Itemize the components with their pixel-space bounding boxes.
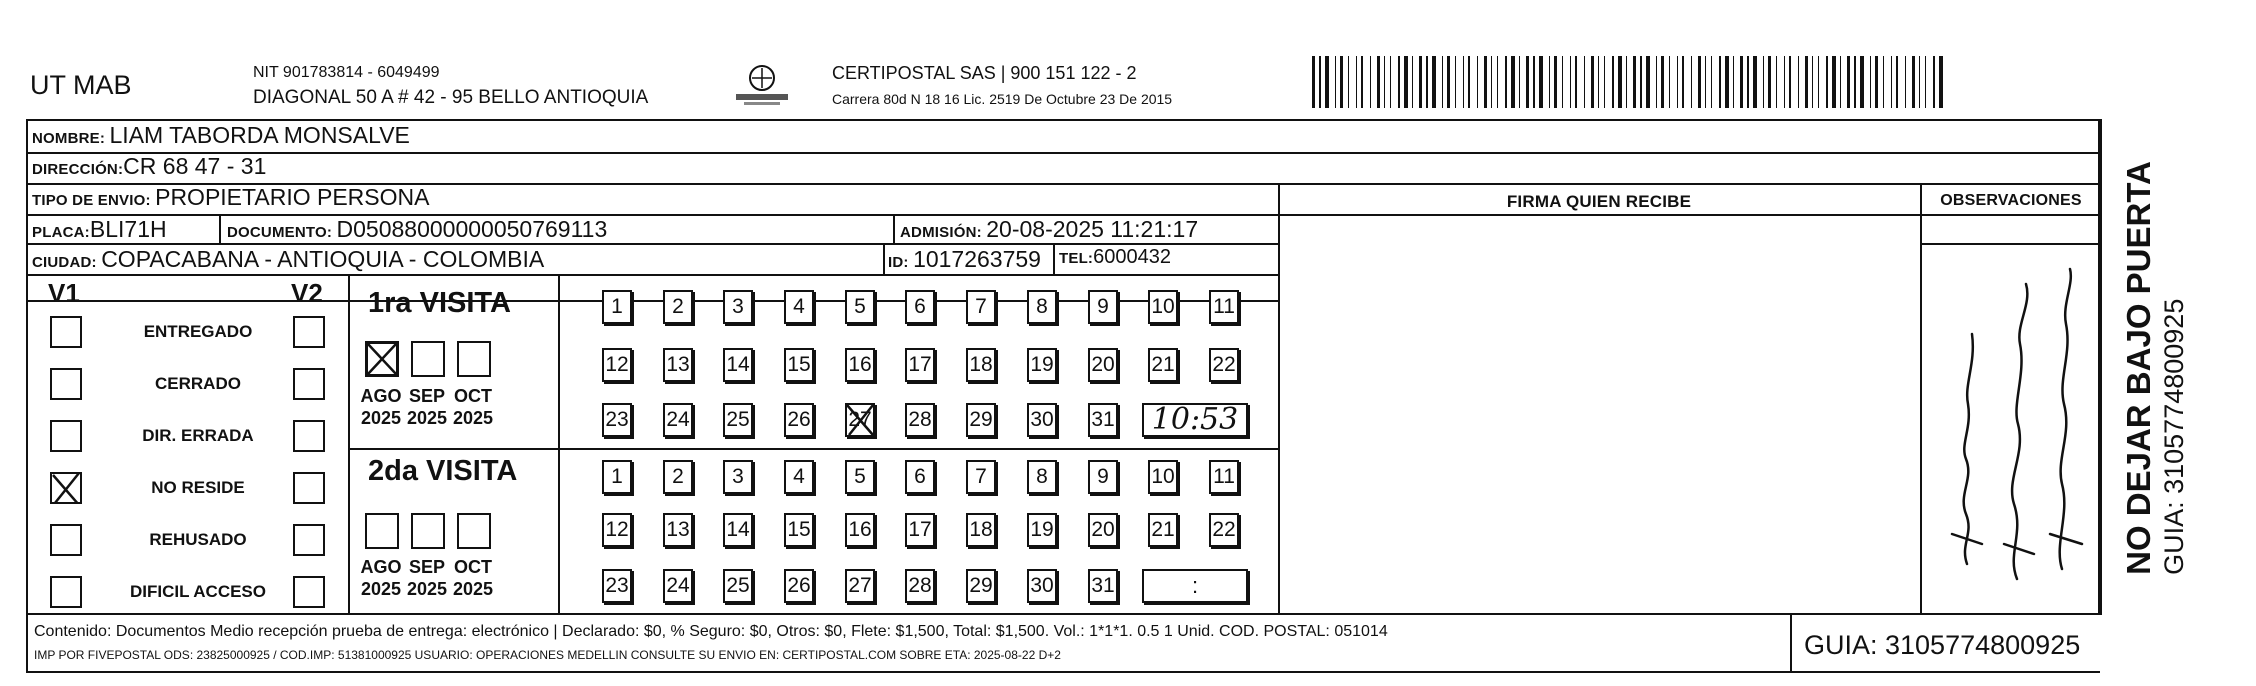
- barcode-bar: [1847, 56, 1850, 108]
- day-box[interactable]: 16: [845, 513, 875, 547]
- barcode-bar: [1533, 56, 1535, 108]
- visit1-title: 1ra VISITA: [368, 287, 511, 319]
- barcode-bar: [1447, 56, 1450, 108]
- day-box[interactable]: 18: [966, 348, 996, 382]
- barcode-bar: [1763, 56, 1764, 108]
- barcode: [1312, 56, 1948, 108]
- month-label: SEP: [408, 386, 446, 406]
- day-box[interactable]: 31: [1088, 403, 1118, 437]
- day-box[interactable]: 21: [1148, 513, 1178, 547]
- barcode-bar: [1463, 56, 1464, 108]
- barcode-bar: [1812, 56, 1813, 108]
- barcode-bar: [1805, 56, 1808, 108]
- barcode-bar: [1656, 56, 1657, 108]
- barcode-bar: [1412, 56, 1413, 108]
- barcode-bar: [1598, 56, 1599, 108]
- footer-contenido: Contenido: Documentos Medio recepción prueba de entrega: electrónico | Declarado: $0, % Seguro: $0, Otros: $0, Flete: $1,500, Total: $1,500. Vol.: 1*1*1. 0.5 1 Unid. COD. POSTAL: 051014: [34, 623, 1388, 640]
- day-box[interactable]: 11: [1209, 460, 1239, 494]
- day-box[interactable]: 27: [845, 569, 875, 603]
- day-box[interactable]: 18: [966, 513, 996, 547]
- day-box[interactable]: 24: [663, 569, 693, 603]
- nombre-value: LIAM TABORDA MONSALVE: [109, 122, 410, 148]
- carrier-name: CERTIPOSTAL SAS | 900 151 122 - 2: [832, 63, 1137, 83]
- barcode-bar: [1570, 56, 1571, 108]
- day-box[interactable]: 8: [1027, 460, 1057, 494]
- month-label: SEP: [408, 557, 446, 577]
- barcode-bar: [1677, 56, 1678, 108]
- barcode-bar: [1818, 56, 1819, 108]
- documento-value: D05088000000050769113: [336, 216, 608, 242]
- barcode-bar: [1939, 56, 1943, 108]
- day-box[interactable]: 12: [602, 513, 632, 547]
- company-nit: NIT 901783814 - 6049499: [253, 64, 440, 81]
- status-label: DIR. ERRADA: [142, 426, 254, 445]
- placa-value: BLI71H: [89, 216, 167, 242]
- nombre-label: NOMBRE:: [32, 130, 106, 147]
- barcode-bar: [1840, 56, 1841, 108]
- carrier-logo: [730, 58, 794, 108]
- month-label: AGO: [360, 557, 402, 577]
- day-box[interactable]: 3: [723, 460, 753, 494]
- day-box[interactable]: 1: [602, 460, 632, 494]
- barcode-bar: [1711, 56, 1712, 108]
- barcode-bar: [1705, 56, 1706, 108]
- barcode-bar: [1584, 56, 1585, 108]
- barcode-bar: [1468, 56, 1470, 108]
- barcode-bar: [1776, 56, 1777, 108]
- placa-label: PLACA:: [32, 224, 90, 241]
- barcode-bar: [1335, 56, 1336, 108]
- barcode-bar: [1753, 56, 1757, 108]
- day-box[interactable]: 2: [663, 460, 693, 494]
- day-box[interactable]: 21: [1148, 348, 1178, 382]
- barcode-bar: [1925, 56, 1926, 108]
- month-checkbox[interactable]: [365, 341, 399, 377]
- barcode-bar: [1747, 56, 1749, 108]
- day-box[interactable]: 23: [602, 403, 632, 437]
- barcode-bar: [1875, 56, 1878, 108]
- barcode-bar: [1562, 56, 1563, 108]
- day-box[interactable]: 28: [905, 569, 935, 603]
- company-name: UT MAB: [30, 70, 132, 100]
- day-box[interactable]: 6: [905, 460, 935, 494]
- day-box[interactable]: 30: [1027, 569, 1057, 603]
- day-box[interactable]: 15: [784, 513, 814, 547]
- barcode-bar: [1604, 56, 1605, 108]
- day-box[interactable]: 3: [723, 290, 753, 324]
- barcode-bar: [1933, 56, 1935, 108]
- obs-line-1: Dos cono ciolo: [1982, 566, 1983, 574]
- barcode-bar: [1419, 56, 1422, 108]
- barcode-bar: [1719, 56, 1721, 108]
- v1-checkbox[interactable]: [50, 472, 82, 504]
- status-label: CERRADO: [155, 374, 241, 393]
- status-label: NO RESIDE: [151, 478, 245, 497]
- day-box[interactable]: 14: [723, 513, 753, 547]
- day-box[interactable]: 4: [784, 290, 814, 324]
- barcode-bar: [1312, 56, 1315, 108]
- barcode-bar: [1740, 56, 1743, 108]
- month-label: OCT: [454, 386, 492, 406]
- month-year: 2025: [406, 579, 448, 599]
- barcode-bar: [1505, 56, 1507, 108]
- barcode-bar: [1661, 56, 1664, 108]
- barcode-bar: [1511, 56, 1515, 108]
- company-address: DIAGONAL 50 A # 42 - 95 BELLO ANTIOQUIA: [253, 87, 649, 108]
- barcode-bar: [1860, 56, 1864, 108]
- v1-label: V1: [48, 278, 80, 308]
- month-checkbox[interactable]: [457, 341, 491, 377]
- day-box[interactable]: 16: [845, 348, 875, 382]
- barcode-bar: [1698, 56, 1701, 108]
- v2-label: V2: [291, 278, 323, 308]
- v1-checkbox[interactable]: [50, 576, 82, 608]
- day-box[interactable]: 29: [966, 569, 996, 603]
- barcode-bar: [1691, 56, 1692, 108]
- admision-value: 20-08-2025 11:21:17: [986, 216, 1199, 242]
- admision-label: ADMISIÓN:: [900, 224, 982, 241]
- barcode-bar: [1519, 56, 1520, 108]
- day-box[interactable]: 9: [1088, 290, 1118, 324]
- day-box[interactable]: 9: [1088, 460, 1118, 494]
- barcode-bar: [1404, 56, 1408, 108]
- v1-checkbox[interactable]: [50, 368, 82, 400]
- barcode-bar: [1361, 56, 1363, 108]
- month-checkbox[interactable]: [457, 513, 491, 549]
- day-box[interactable]: 1: [602, 290, 632, 324]
- month-year: 2025: [452, 579, 494, 599]
- direccion-value: CR 68 47 - 31: [123, 153, 267, 179]
- day-box[interactable]: 27: [845, 403, 875, 437]
- barcode-bar: [1854, 56, 1856, 108]
- barcode-bar: [1725, 56, 1729, 108]
- v1-checkbox[interactable]: [50, 420, 82, 452]
- id-label: ID:: [888, 254, 909, 271]
- month-checkbox[interactable]: [411, 341, 445, 377]
- footer-guia: GUIA: 3105774800925: [1804, 630, 2081, 660]
- day-box[interactable]: 25: [723, 403, 753, 437]
- month-checkbox[interactable]: [411, 513, 445, 549]
- day-box[interactable]: 19: [1027, 513, 1057, 547]
- day-box[interactable]: 13: [663, 513, 693, 547]
- barcode-bar: [1497, 56, 1498, 108]
- time-box[interactable]: :: [1142, 569, 1248, 603]
- barcode-bar: [1398, 56, 1400, 108]
- day-box[interactable]: 19: [1027, 348, 1057, 382]
- barcode-bar: [1377, 56, 1380, 108]
- day-box[interactable]: 5: [845, 290, 875, 324]
- v2-checkbox[interactable]: [293, 524, 325, 556]
- barcode-bar: [1325, 56, 1329, 108]
- day-box[interactable]: 28: [905, 403, 935, 437]
- barcode-bar: [1370, 56, 1371, 108]
- id-value: 1017263759: [913, 246, 1041, 272]
- day-box[interactable]: 22: [1209, 513, 1239, 547]
- barcode-bar: [1491, 56, 1492, 108]
- barcode-bar: [1798, 56, 1799, 108]
- month-checkbox[interactable]: [365, 513, 399, 549]
- day-box[interactable]: 15: [784, 348, 814, 382]
- barcode-bar: [1626, 56, 1627, 108]
- tel-value: 6000432: [1093, 246, 1172, 268]
- v2-checkbox[interactable]: [293, 576, 325, 608]
- barcode-bar: [1356, 56, 1357, 108]
- barcode-bar: [1883, 56, 1884, 108]
- month-year: 2025: [452, 408, 494, 428]
- barcode-bar: [1640, 56, 1642, 108]
- day-box[interactable]: 12: [602, 348, 632, 382]
- barcode-bar: [1646, 56, 1650, 108]
- barcode-bar: [1896, 56, 1898, 108]
- barcode-bar: [1789, 56, 1791, 108]
- day-box[interactable]: 2: [663, 290, 693, 324]
- day-box[interactable]: 17: [905, 348, 935, 382]
- day-box[interactable]: 24: [663, 403, 693, 437]
- observaciones-label: OBSERVACIONES: [1940, 192, 2082, 209]
- barcode-bar: [1348, 56, 1349, 108]
- day-box[interactable]: 11: [1209, 290, 1239, 324]
- barcode-bar: [1554, 56, 1557, 108]
- barcode-bar: [1384, 56, 1385, 108]
- ciudad-value: COPACABANA - ANTIOQUIA - COLOMBIA: [101, 246, 545, 272]
- barcode-bar: [1912, 56, 1915, 108]
- barcode-bar: [1455, 56, 1456, 108]
- status-label: ENTREGADO: [143, 322, 253, 341]
- barcode-bar: [1539, 56, 1543, 108]
- day-box[interactable]: 17: [905, 513, 935, 547]
- day-box[interactable]: 22: [1209, 348, 1239, 382]
- barcode-bar: [1526, 56, 1529, 108]
- day-box[interactable]: 20: [1088, 348, 1118, 382]
- barcode-bar: [1612, 56, 1614, 108]
- month-label: OCT: [454, 557, 492, 577]
- barcode-bar: [1484, 56, 1487, 108]
- barcode-bar: [1669, 56, 1670, 108]
- firma-label: FIRMA QUIEN RECIBE: [1506, 192, 1692, 211]
- barcode-bar: [1575, 56, 1577, 108]
- day-box[interactable]: 7: [966, 460, 996, 494]
- v1-checkbox[interactable]: [50, 316, 82, 348]
- month-label: AGO: [360, 386, 402, 406]
- barcode-bar: [1784, 56, 1785, 108]
- month-year: 2025: [360, 408, 402, 428]
- barcode-bar: [1442, 56, 1443, 108]
- v2-checkbox[interactable]: [293, 316, 325, 348]
- documento-label: DOCUMENTO:: [227, 224, 333, 241]
- barcode-bar: [1633, 56, 1636, 108]
- barcode-bar: [1477, 56, 1478, 108]
- visit2-title: 2da VISITA: [368, 455, 518, 487]
- side-text: [2110, 138, 2200, 598]
- day-box[interactable]: 25: [723, 569, 753, 603]
- v2-checkbox[interactable]: [293, 368, 325, 400]
- status-label: REHUSADO: [149, 530, 247, 549]
- day-box[interactable]: 13: [663, 348, 693, 382]
- barcode-bar: [1826, 56, 1828, 108]
- day-box[interactable]: 14: [723, 348, 753, 382]
- svg-text:Dos cono ciolo: [1981, 566, 1983, 575]
- ciudad-label: CIUDAD:: [32, 254, 97, 271]
- footer-imp: IMP POR FIVEPOSTAL ODS: 23825000925 / COD.IMP: 51381000925 USUARIO: OPERACIONES MEDELLIN CONSULTE SU ENVIO EN: CERTIPOSTAL.COM SOBRE ETA: 2025-08-22 D+2: [34, 648, 1061, 662]
- carrier-address: Carrera 80d N 18 16 Lic. 2519 De Octubre 23 De 2015: [832, 91, 1173, 107]
- barcode-bar: [1426, 56, 1428, 108]
- day-box[interactable]: 29: [966, 403, 996, 437]
- tipo-envio-value: PROPIETARIO PERSONA: [155, 184, 430, 210]
- barcode-bar: [1733, 56, 1734, 108]
- barcode-bar: [1549, 56, 1550, 108]
- day-box[interactable]: 26: [784, 569, 814, 603]
- tipo-envio-label: TIPO DE ENVIO:: [32, 192, 151, 209]
- day-box[interactable]: 31: [1088, 569, 1118, 603]
- barcode-bar: [1340, 56, 1343, 108]
- barcode-bar: [1432, 56, 1436, 108]
- day-box[interactable]: 6: [905, 290, 935, 324]
- day-box[interactable]: 26: [784, 403, 814, 437]
- side-warning: NO DEJAR BAJO PUERTA: [2120, 161, 2157, 575]
- day-box[interactable]: 7: [966, 290, 996, 324]
- v2-checkbox[interactable]: [293, 420, 325, 452]
- day-box[interactable]: 23: [602, 569, 632, 603]
- day-box[interactable]: 10: [1148, 290, 1178, 324]
- barcode-bar: [1682, 56, 1684, 108]
- day-box[interactable]: 10: [1148, 460, 1178, 494]
- side-guia: GUIA: 3105774800925: [2159, 298, 2189, 575]
- day-box[interactable]: 30: [1027, 403, 1057, 437]
- day-box[interactable]: 8: [1027, 290, 1057, 324]
- tel-label: TEL:: [1059, 250, 1094, 267]
- status-label: DIFICIL ACCESO: [129, 582, 266, 601]
- v1-checkbox[interactable]: [50, 524, 82, 556]
- barcode-bar: [1919, 56, 1920, 108]
- direccion-label: DIRECCIÓN:: [32, 161, 124, 178]
- day-box[interactable]: 5: [845, 460, 875, 494]
- month-year: 2025: [360, 579, 402, 599]
- barcode-bar: [1319, 56, 1321, 108]
- v2-checkbox[interactable]: [293, 472, 325, 504]
- day-box[interactable]: 20: [1088, 513, 1118, 547]
- barcode-bar: [1870, 56, 1871, 108]
- barcode-bar: [1905, 56, 1906, 108]
- barcode-bar: [1390, 56, 1391, 108]
- day-box[interactable]: 4: [784, 460, 814, 494]
- barcode-bar: [1591, 56, 1594, 108]
- barcode-bar: [1618, 56, 1622, 108]
- barcode-bar: [1768, 56, 1771, 108]
- month-year: 2025: [406, 408, 448, 428]
- time-box[interactable]: 10:53: [1142, 403, 1248, 437]
- barcode-bar: [1891, 56, 1892, 108]
- observaciones-handwriting: [1922, 244, 2100, 614]
- barcode-bar: [1832, 56, 1836, 108]
